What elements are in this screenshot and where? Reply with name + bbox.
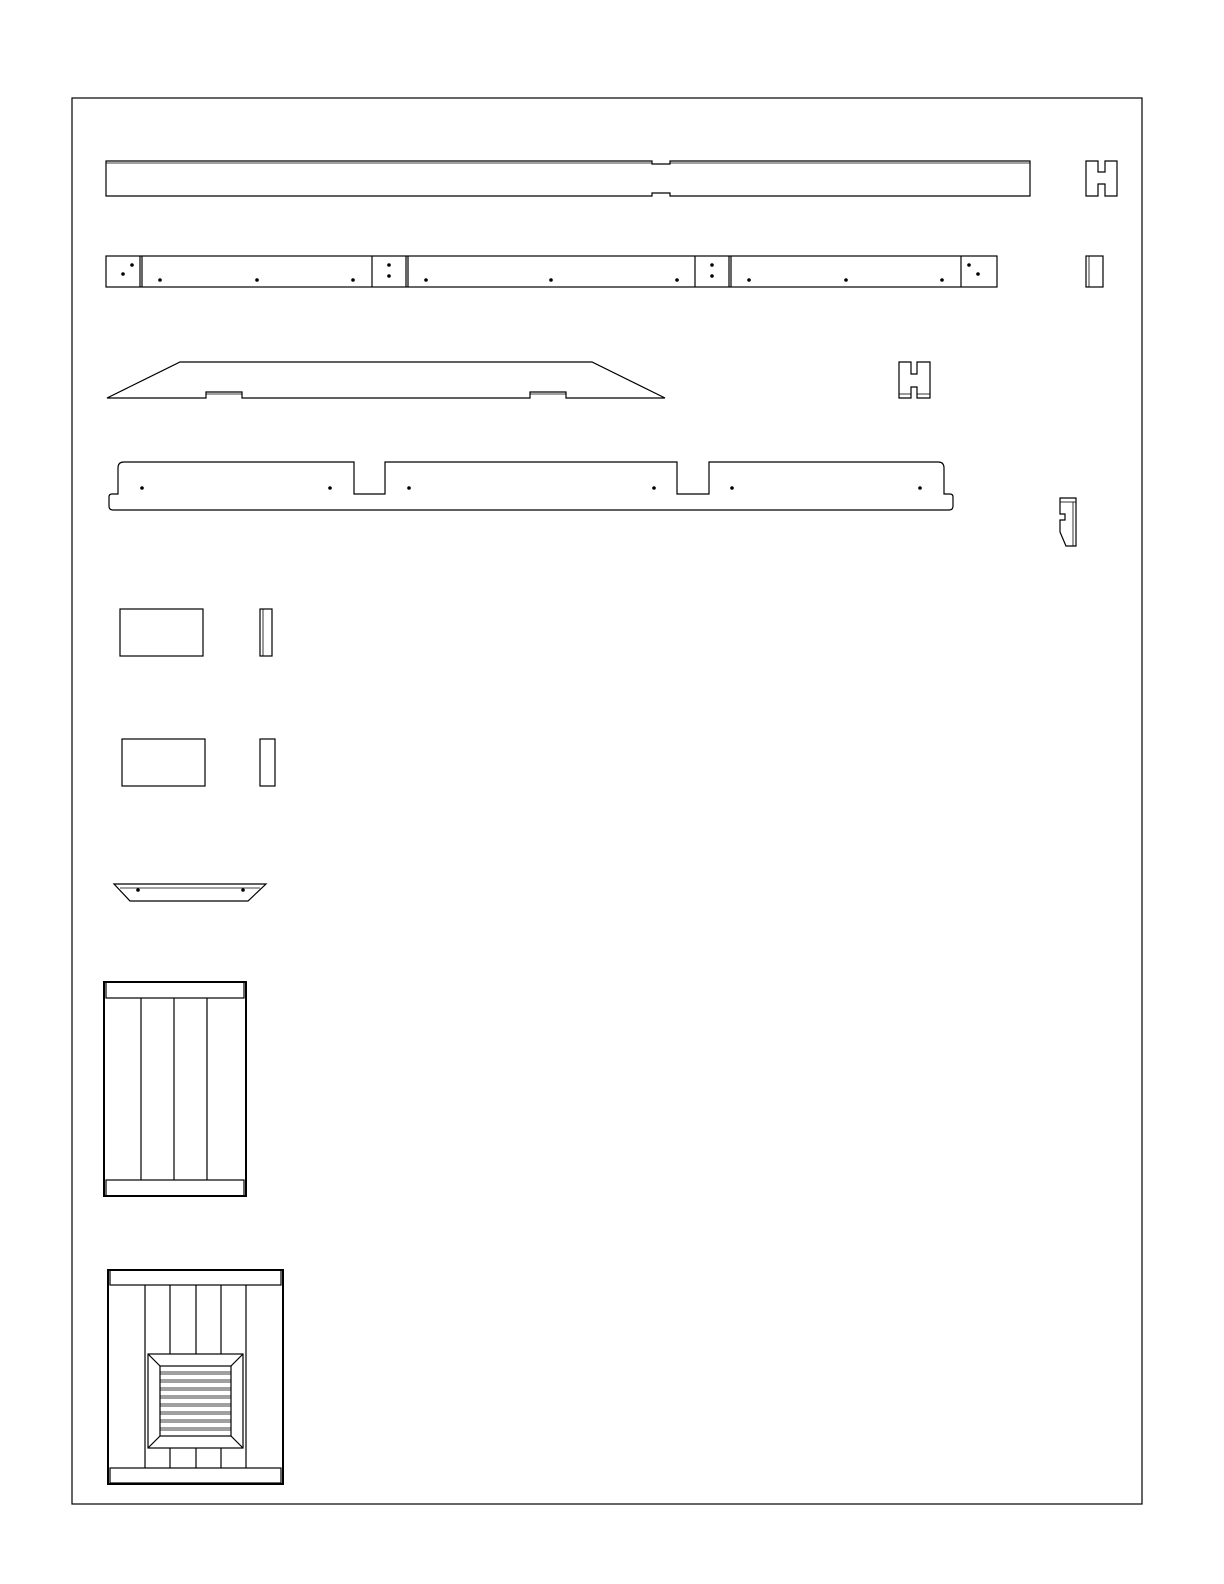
hole — [255, 278, 259, 282]
hole — [549, 278, 553, 282]
part-1-long-rail — [106, 161, 1030, 196]
part-7-cleat — [114, 884, 266, 901]
hole — [730, 486, 734, 490]
hole — [976, 272, 980, 276]
hole — [424, 278, 428, 282]
part-1-end-view — [1086, 161, 1117, 196]
hole — [121, 272, 125, 276]
louvered-vent — [148, 1354, 243, 1448]
part-6-block — [122, 739, 275, 786]
hole — [918, 486, 922, 490]
hole — [710, 263, 714, 267]
part-8-plank-panel — [104, 982, 246, 1196]
part-2-end-view — [1086, 256, 1103, 287]
hole — [387, 274, 391, 278]
hole — [652, 486, 656, 490]
part-9-vented-panel — [108, 1270, 283, 1484]
part-4-end-view — [1060, 498, 1076, 546]
part-3-end-view — [899, 362, 930, 398]
hole — [140, 486, 144, 490]
part-3-tapered-beam — [107, 362, 665, 398]
part-5-block — [120, 609, 272, 656]
hole — [967, 263, 971, 267]
hole — [387, 263, 391, 267]
hole — [407, 486, 411, 490]
hole — [241, 888, 245, 892]
hole — [328, 486, 332, 490]
hole — [158, 278, 162, 282]
hole — [747, 278, 751, 282]
part-4-notched-stringer — [109, 462, 953, 510]
hole — [130, 263, 134, 267]
hole — [136, 888, 140, 892]
hole — [710, 274, 714, 278]
hole — [351, 278, 355, 282]
part-2-drilled-rail — [106, 256, 997, 287]
hole — [844, 278, 848, 282]
hole — [675, 278, 679, 282]
hole — [940, 278, 944, 282]
sheet-border — [72, 98, 1142, 1504]
